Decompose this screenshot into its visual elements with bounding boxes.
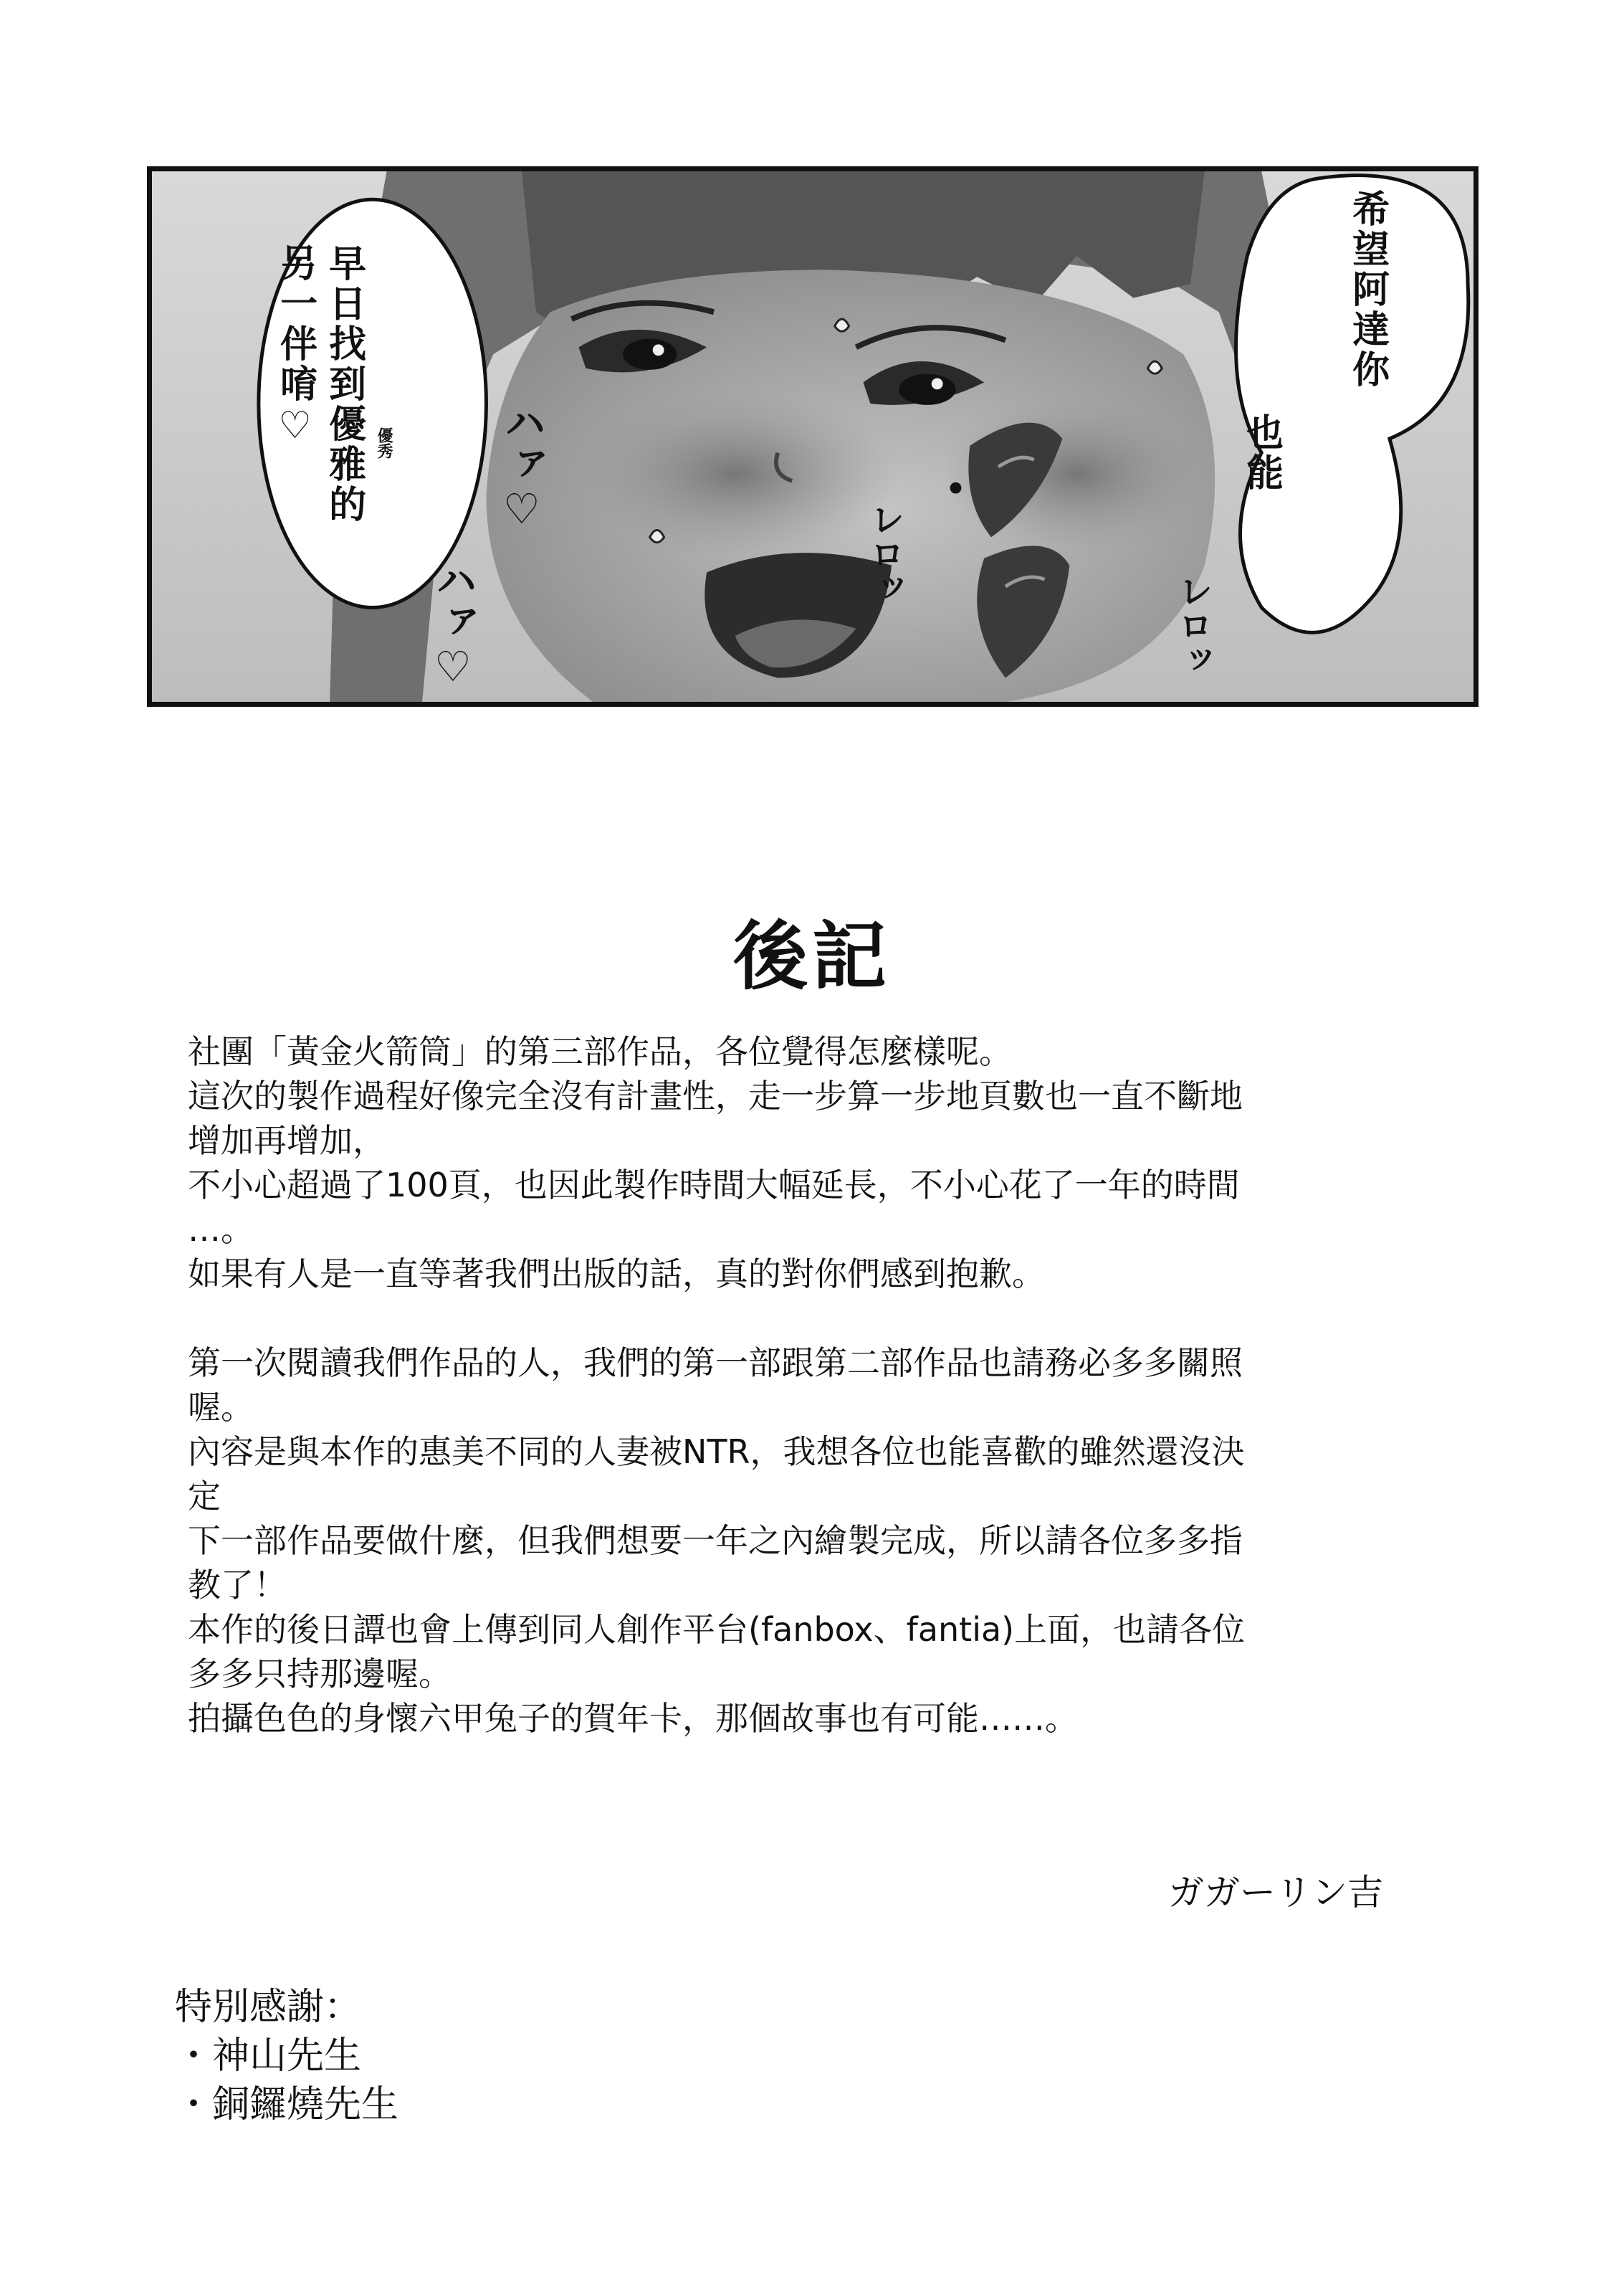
sfx-ha-2: ハァ♡	[429, 559, 477, 691]
afterword-line: 喔。	[188, 1388, 254, 1427]
afterword-line: 定	[188, 1477, 221, 1515]
speech-bubble-left-line-2: 另一伴唷♡	[273, 244, 317, 450]
author-signature: ガガーリン吉	[1168, 1872, 1383, 1913]
ruby-annotation: 優秀	[375, 427, 393, 459]
afterword-line: 增加再增加，	[188, 1121, 386, 1160]
speech-bubble-left-line-1: 早日找到優雅的	[322, 244, 366, 525]
afterword-line: 不小心超過了100頁，也因此製作時間大幅延長，不小心花了一年的時間	[188, 1166, 1240, 1204]
speech-bubble-right-line-1: 希望阿達你	[1345, 189, 1389, 390]
afterword-line: 內容是與本作的惠美不同的人妻被NTR，我想各位也能喜歡的雖然還沒決	[188, 1432, 1245, 1471]
afterword-line: 多多只持那邊喔。	[188, 1655, 452, 1693]
afterword-line: 社團「黃金火箭筒」的第三部作品，各位覺得怎麼樣呢。	[188, 1032, 1012, 1071]
afterword-line: 這次的製作過程好像完全沒有計畫性，走一步算一步地頁數也一直不斷地	[188, 1077, 1243, 1115]
special-thanks-heading: 特別感謝：	[175, 1986, 362, 2029]
sfx-ha-1: ハァ♡	[497, 401, 546, 533]
afterword-line: 拍攝色色的身懷六甲兔子的賀年卡，那個故事也有可能……。	[188, 1699, 1078, 1738]
afterword-body	[188, 1029, 1406, 1741]
special-thanks-item: ・銅鑼燒先生	[175, 2083, 399, 2126]
afterword-line: 如果有人是一直等著我們出版的話，真的對你們感到抱歉。	[188, 1255, 1045, 1293]
sfx-rero-1: レロッ	[864, 502, 904, 605]
afterword-line: 本作的後日譚也會上傳到同人創作平台(fanbox、fantia)上面，也請各位	[188, 1610, 1246, 1649]
afterword-line: 第一次閱讀我們作品的人，我們的第一部跟第二部作品也請務必多多關照	[188, 1343, 1243, 1382]
afterword-line: …。	[188, 1210, 254, 1249]
afterword-line: 教了！	[188, 1566, 287, 1604]
afterword-title: 後記	[732, 913, 891, 1000]
sfx-rero-2: レロッ	[1172, 574, 1213, 677]
speech-bubble-right-line-2: 也能	[1239, 413, 1283, 493]
special-thanks-item: ・神山先生	[175, 2034, 362, 2078]
afterword-line: 下一部作品要做什麼，但我們想要一年之內繪製完成，所以請各位多多指	[188, 1521, 1243, 1560]
paragraph-gap	[188, 1296, 1406, 1341]
special-thanks	[175, 1983, 398, 2129]
